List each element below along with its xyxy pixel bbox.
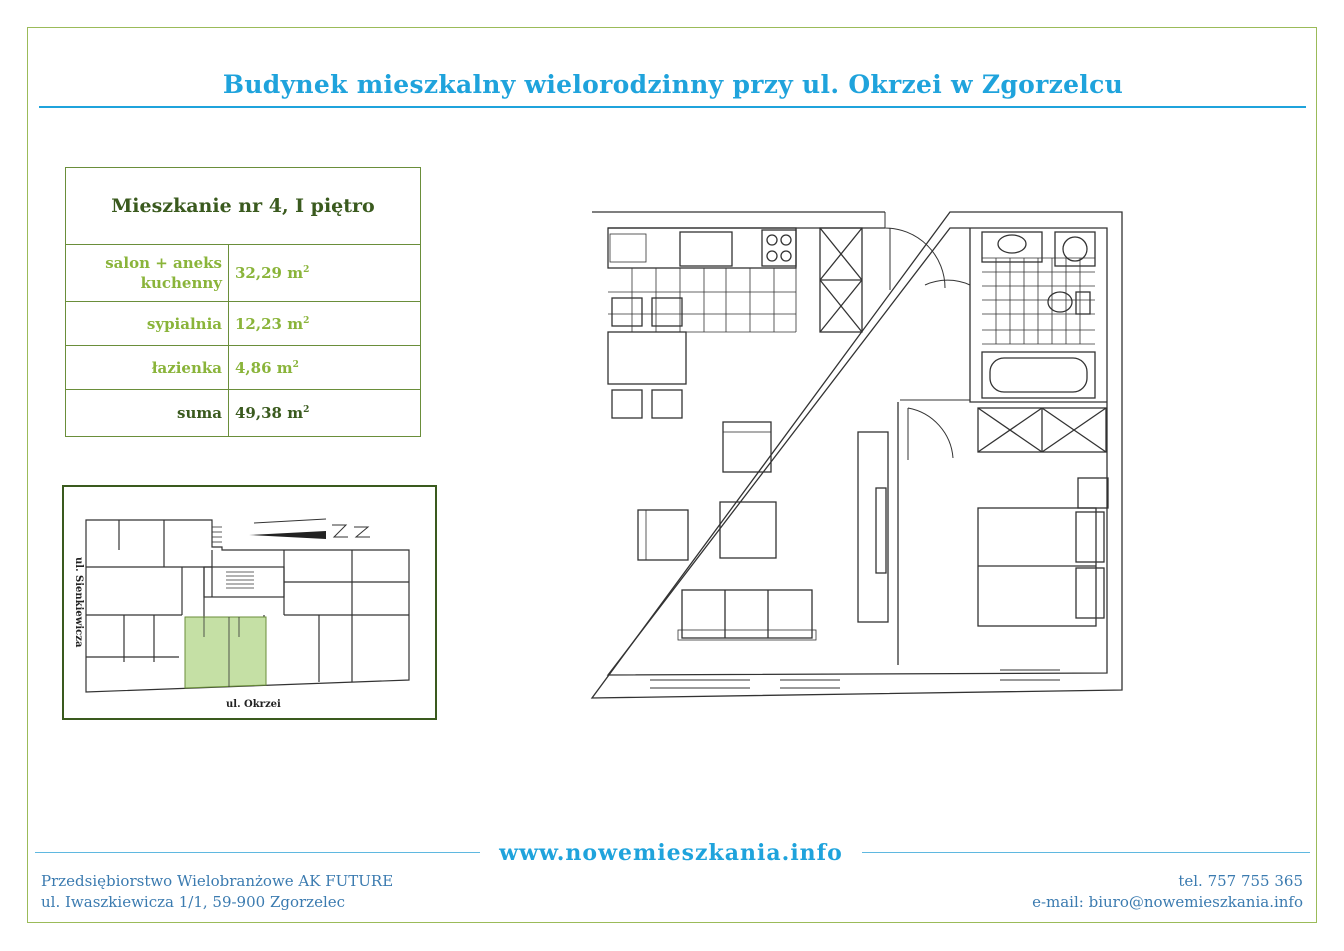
company-info — [41, 871, 393, 913]
room-label: sypialnia — [66, 302, 229, 346]
room-area: 4,86 $m^2$ — [229, 346, 421, 390]
apartment-info-table — [65, 167, 421, 437]
table-row — [66, 302, 421, 346]
footer-divider-right — [862, 852, 1310, 853]
room-label: salon + aneks kuchenny — [66, 245, 229, 302]
north-arrow-icon — [249, 519, 370, 539]
room-area: 32,29 $m^2$ — [229, 245, 421, 302]
apartment-highlight — [185, 617, 266, 688]
room-area: 12,23 $m^2$ — [229, 302, 421, 346]
room-label: łazienka — [66, 346, 229, 390]
site-plan-drawing — [64, 487, 435, 718]
table-row — [66, 346, 421, 390]
table-row-total — [66, 390, 421, 437]
email-link[interactable]: e-mail: biuro@nowemieszkania.info — [1032, 893, 1303, 911]
footer-divider-left — [35, 852, 480, 853]
floor-plan — [590, 210, 1135, 705]
company-address: ul. Iwaszkiewicza 1/1, 59-900 Zgorzelec — [41, 893, 346, 911]
contact-info — [1032, 871, 1303, 913]
site-plan — [62, 485, 437, 720]
website-link[interactable]: www.nowemieszkania.info — [499, 840, 843, 866]
title-divider — [39, 106, 1306, 108]
street-label-left: ul. Sienkiewicza — [73, 557, 84, 648]
table-row — [66, 245, 421, 302]
company-name: Przedsiębiorstwo Wielobranżowe AK FUTURE — [41, 872, 394, 890]
street-label-bottom: ul. Okrzei — [226, 699, 281, 710]
apartment-title: Mieszkanie nr 4, I piętro — [66, 168, 421, 245]
total-label: suma — [66, 390, 229, 437]
page-title: Budynek mieszkalny wielorodzinny przy ul. Okrzei w Zgorzelcu — [222, 70, 1124, 99]
total-area: 49,38 $m^2$ — [229, 390, 421, 437]
phone-number: tel. 757 755 365 — [1178, 872, 1303, 890]
